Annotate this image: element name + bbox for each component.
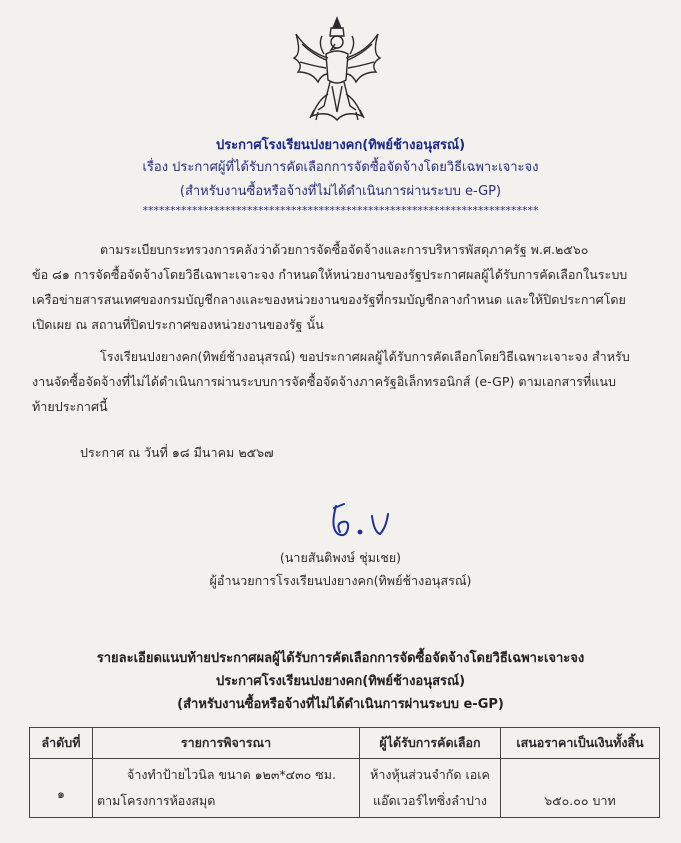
paragraph-1-line-1: ตามระเบียบกระทรวงการคลังว่าด้วยการจัดซื้อจัดจ้างและการบริหารพัสดุภาครัฐ พ.ศ.๒๕๖๐ [100,242,589,257]
separator-line: ************************************************************************ [142,204,539,217]
announcement-date: ประกาศ ณ วันที่ ๑๘ มีนาคม ๒๕๖๗ [80,445,274,460]
row-item-line-1: จ้างทำป้ายไวนิล ขนาด ๑๒๓*๔๓๐ ซม. [127,767,336,782]
paragraph-2-line-1: โรงเรียนปงยางคก(ทิพย์ช้างอนุสรณ์) ขอประกาศผลผู้ได้รับการคัดเลือกโดยวิธีเฉพาะเจาะจง สำหรับ [100,349,630,364]
paragraph-1-line-2: ข้อ ๘๑ การจัดซื้อจัดจ้างโดยวิธีเฉพาะเจาะจง กำหนดให้หน่วยงานของรัฐประกาศผลผู้ได้รับการคัดเลือกในระบบ [32,267,628,282]
row-no-value: ๑ [57,786,65,801]
row-price [501,759,660,818]
header-vendor: ผู้ได้รับการคัดเลือก [360,728,501,759]
paragraph-1-line-3: เครือข่ายสารสนเทศของกรมบัญชีกลางและของหน่วยงานของรัฐที่กรมบัญชีกลางกำหนด และให้ปิดประกาศโดย [32,292,626,307]
paragraph-2-line-2: งานจัดซื้อจัดจ้างที่ไม่ได้ดำเนินการผ่านระบบการจัดซื้อจัดจ้างภาครัฐอิเล็กทรอนิกส์ (e-GP) ตามเอกสารที่แนบ [32,374,617,389]
row-item-line-2: ตามโครงการห้องสมุด [97,793,216,808]
handwritten-signature [316,498,408,542]
paragraph-1-line-4: เปิดเผย ณ สถานที่ปิดประกาศของหน่วยงานของรัฐ นั้น [32,317,324,332]
row-item [93,759,360,818]
table-header-row [30,728,660,759]
row-vendor-line-2: แอ๊ดเวอร์ไทซิ่งลำปาง [372,793,488,808]
announcement-title: ประกาศโรงเรียนปงยางคก(ทิพย์ช้างอนุสรณ์) [215,138,466,153]
garuda-emblem [288,14,386,126]
row-price-value: ๖๕๐.๐๐ บาท [544,793,616,808]
paragraph-2-line-3: ท้ายประกาศนี้ [32,399,108,414]
results-table [29,727,660,818]
row-vendor [360,759,501,818]
header-no: ลำดับที่ [30,728,93,759]
row-no [30,759,93,818]
attachment-title-line-1: รายละเอียดแนบท้ายประกาศผลผู้ได้รับการคัดเลือกการจัดซื้อจัดจ้างโดยวิธีเฉพาะเจาะจง [96,651,585,666]
signer-title: ผู้อำนวยการโรงเรียนปงยางคก(ทิพย์ช้างอนุสรณ์) [209,573,472,588]
attachment-title-line-2: ประกาศโรงเรียนปงยางคก(ทิพย์ช้างอนุสรณ์) [215,674,466,689]
signer-name: (นายสันติพงษ์ ชุ่มเชย) [279,550,402,565]
announcement-note: (สำหรับงานซื้อหรือจ้างที่ไม่ได้ดำเนินการผ่านระบบ e-GP) [179,184,502,199]
table-row [30,759,660,818]
header-price: เสนอราคาเป็นเงินทั้งสิ้น [501,728,660,759]
header-item: รายการพิจารณา [93,728,360,759]
attachment-title-line-3: (สำหรับงานซื้อหรือจ้างที่ไม่ได้ดำเนินการผ่านระบบ e-GP) [177,697,504,712]
row-vendor-line-1: ห้างหุ้นส่วนจำกัด เอเค [370,767,490,782]
announcement-subject: เรื่อง ประกาศผู้ที่ได้รับการคัดเลือกการจัดซื้อจัดจ้างโดยวิธีเฉพาะเจาะจง [142,160,539,175]
